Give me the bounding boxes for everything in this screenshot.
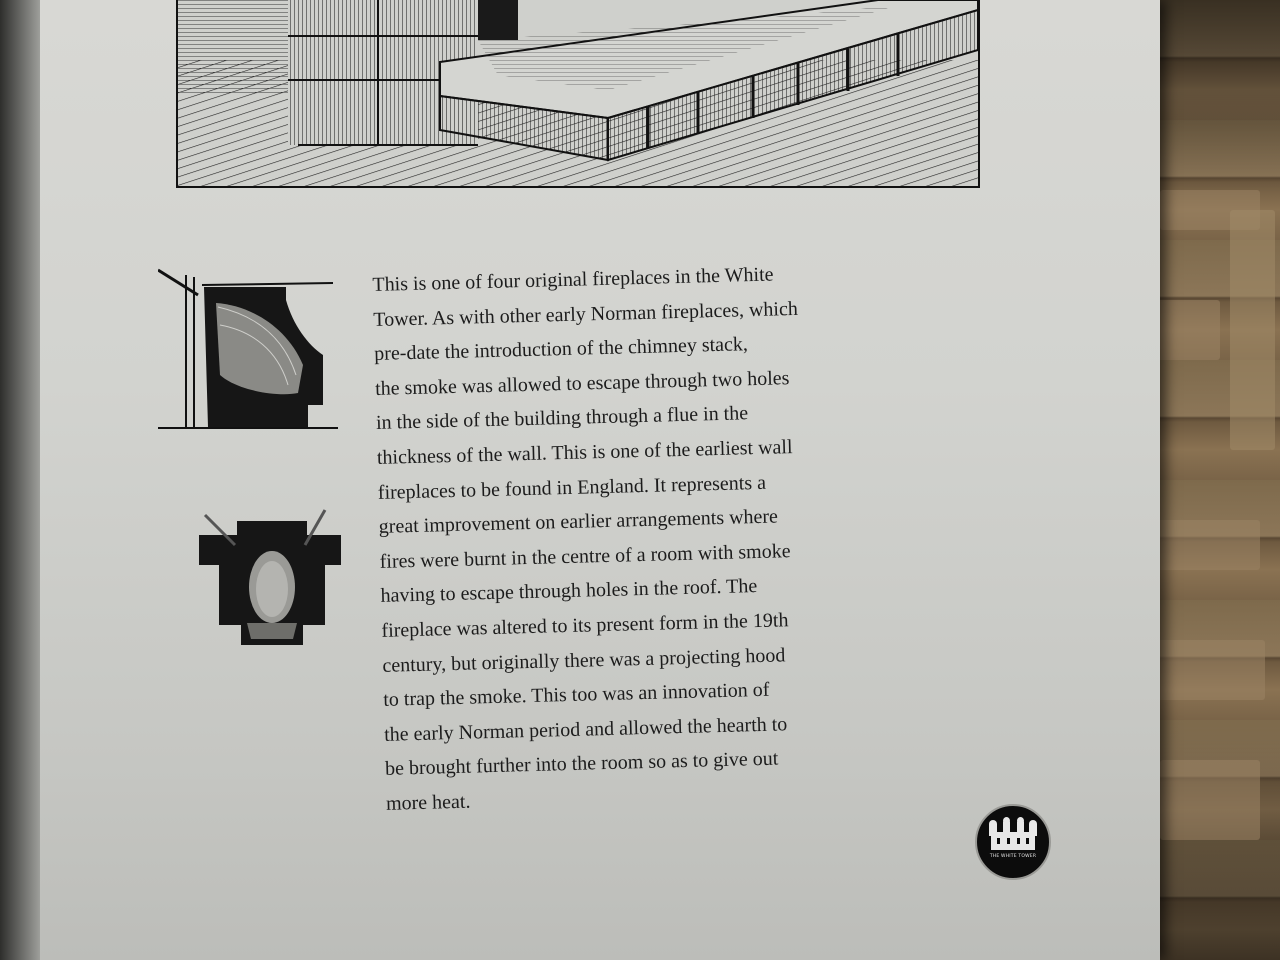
description-text: This is one of four original fireplaces in the White Tower. As with other early Norman fireplaces, which pre-date the introduction of the chimney stack, the smoke was allowed to escape through two holes in the side of the building through a flue in the thickness of the wall. This is one of the earliest wall fireplaces to be found in England. It represents a great improvement on earlier arrangements where fires were burnt in the centre of a room with smoke having to escape through holes in the roof. The fireplace was altered to its present form in the 19th century, but originally there was a projecting hood to trap the smoke. This too was an innovation of the early Norman period and allowed the hearth to be brought further into the room so as to give out more heat. (372, 263, 799, 815)
tower-logo-icon (975, 804, 1051, 880)
fireplace-engraving (176, 0, 980, 188)
fireplace-plan-icon (195, 505, 345, 650)
logo-label: THE WHITE TOWER (989, 854, 1037, 859)
fireplace-section-icon (158, 265, 338, 435)
panel-edge-shadow (0, 0, 40, 960)
